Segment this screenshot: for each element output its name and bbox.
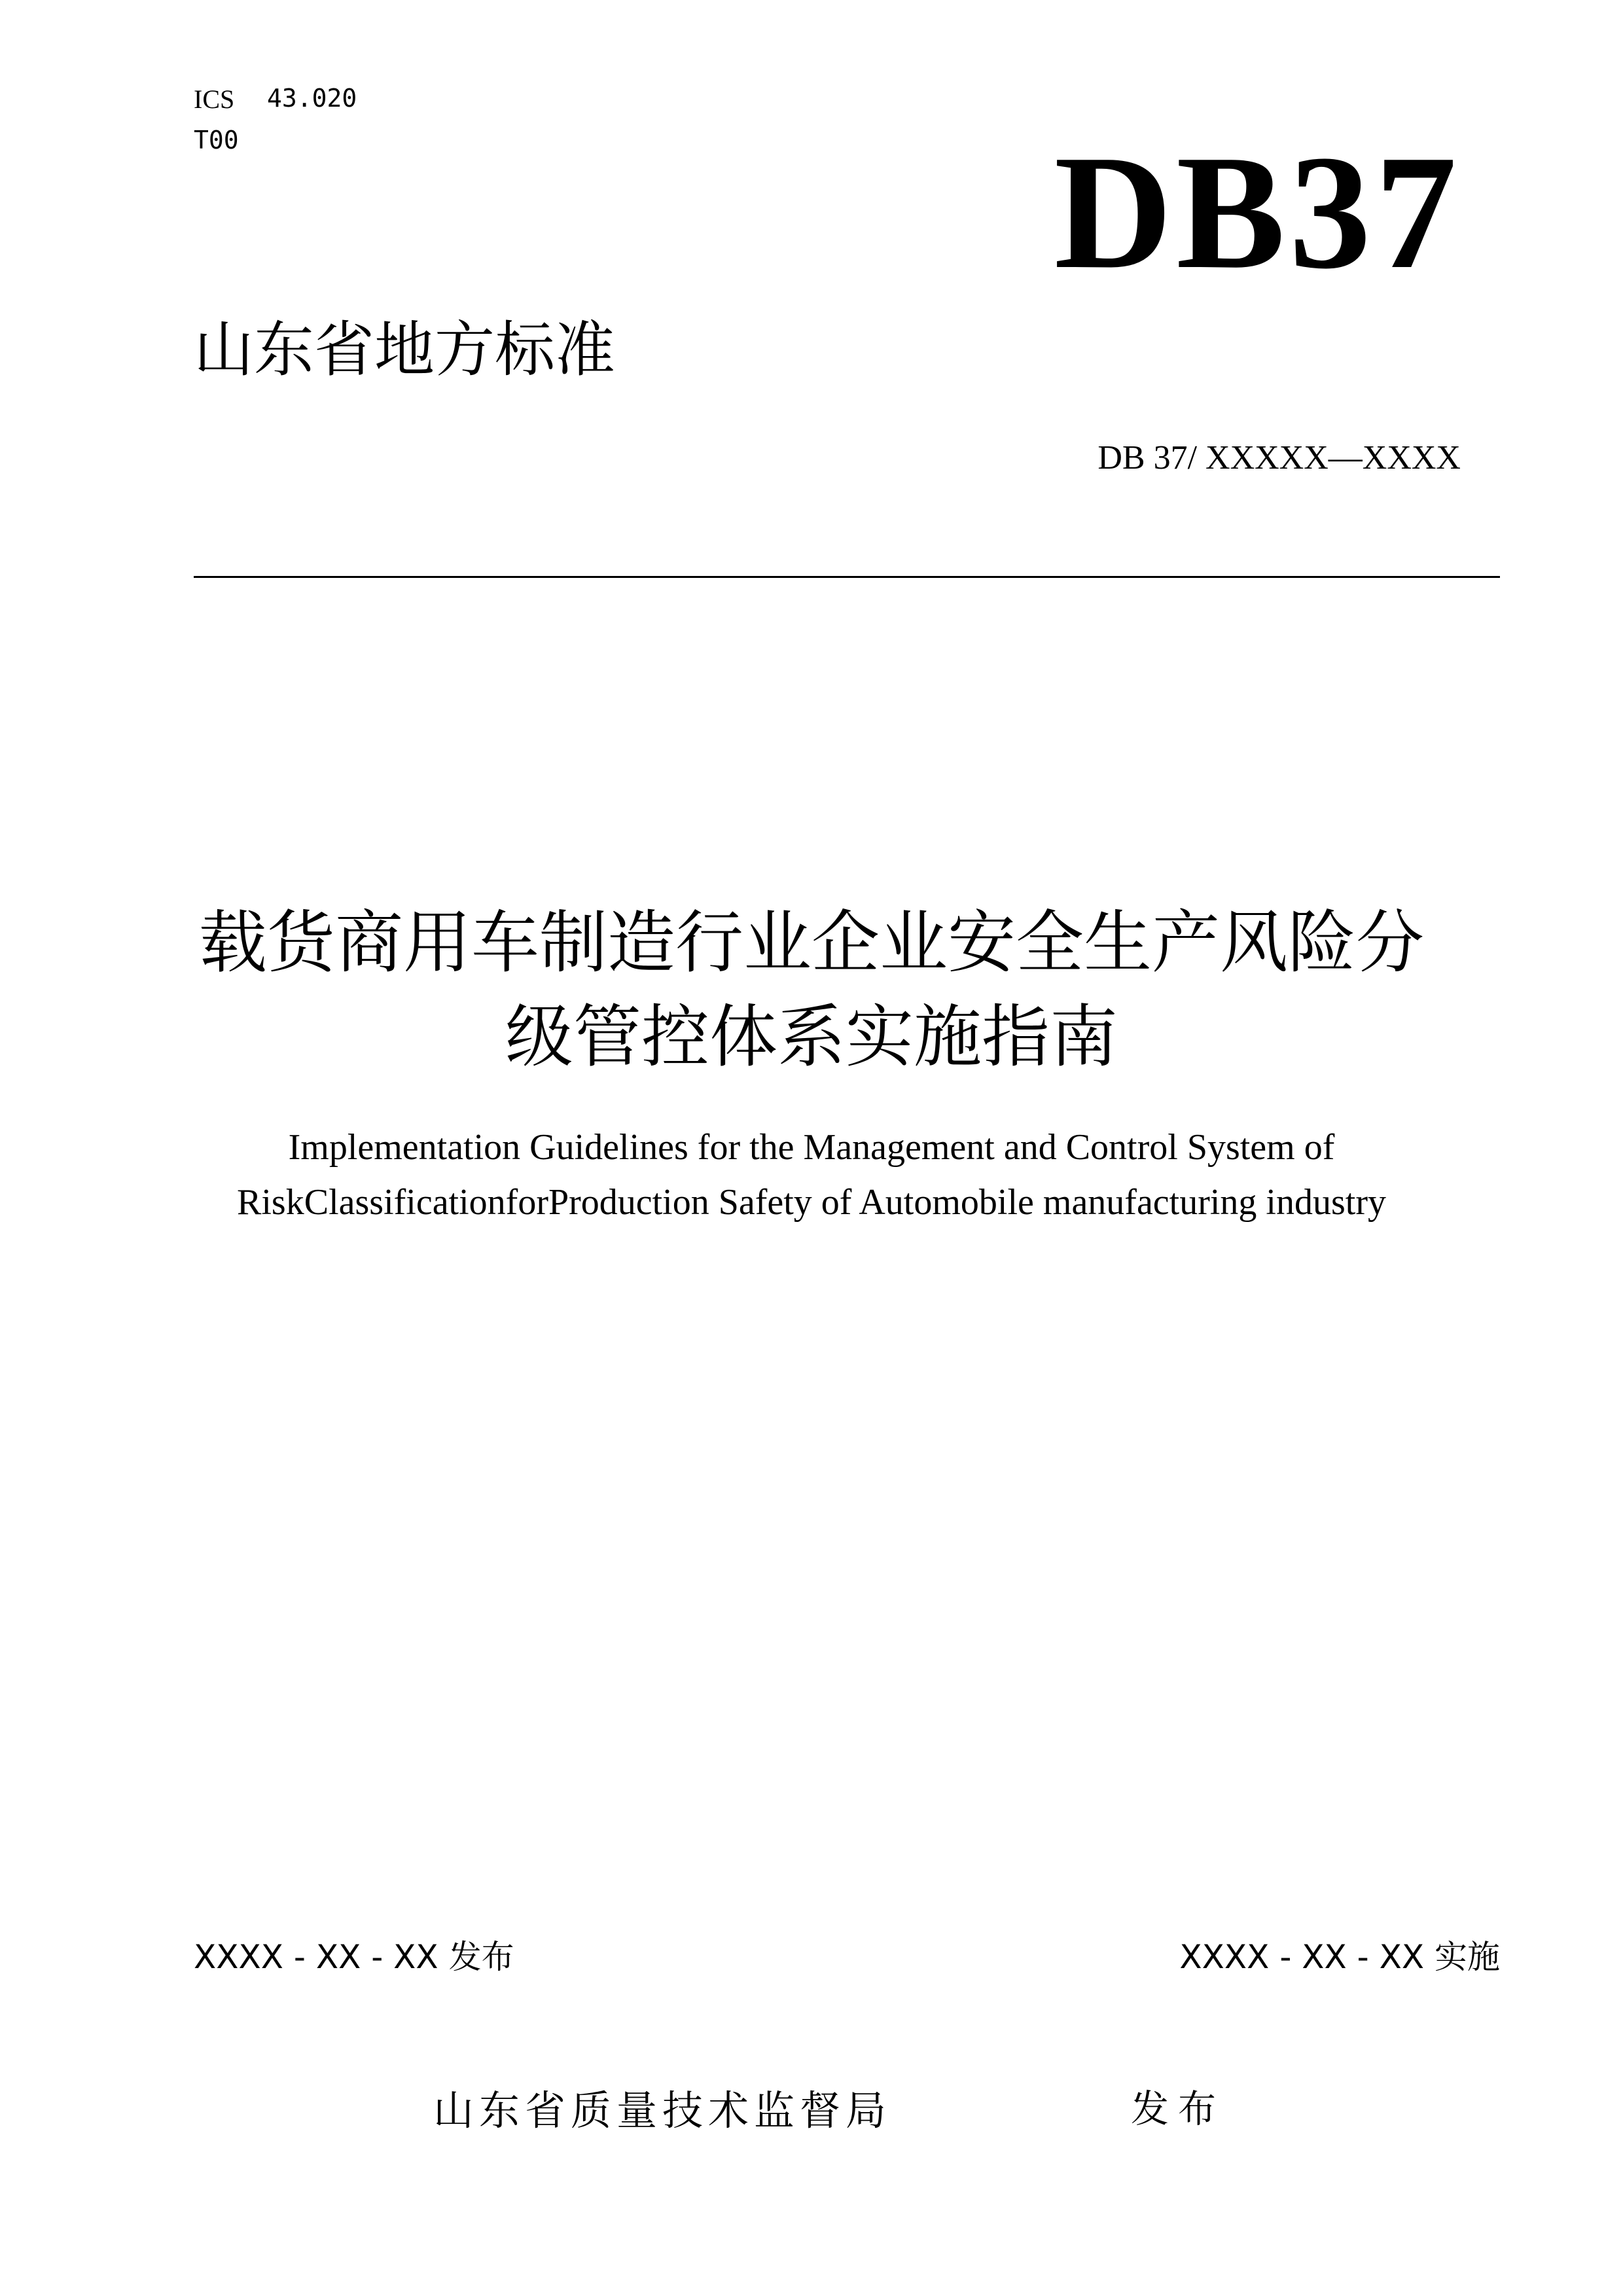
- title-chinese-line-2: 级管控体系实施指南: [505, 997, 1118, 1077]
- standard-mark-logo: DB37: [1054, 122, 1461, 303]
- clc-code: T00: [194, 126, 239, 154]
- title-chinese-line-1: 载货商用车制造行业企业安全生产风险分: [198, 903, 1424, 982]
- title-english-line-2: RiskClassificationforProduction Safety of Automobile manufacturing industry: [237, 1182, 1386, 1223]
- issue-date: XXXX - XX - XX 发布: [194, 1938, 514, 1976]
- issuing-authority: 山东省质量技术监督局: [433, 2087, 892, 2134]
- standard-number: DB 37/ XXXXX—XXXX: [1097, 439, 1461, 476]
- standard-type: 山东省地方标准: [194, 315, 616, 385]
- ics-code: 43.020: [267, 84, 357, 113]
- issue-word: 发布: [1131, 2087, 1226, 2131]
- implementation-date: XXXX - XX - XX 实施: [1179, 1938, 1500, 1976]
- header-divider: [194, 576, 1500, 578]
- title-english-line-1: Implementation Guidelines for the Management and Control System of: [288, 1127, 1335, 1168]
- ics-label: ICS: [194, 84, 235, 114]
